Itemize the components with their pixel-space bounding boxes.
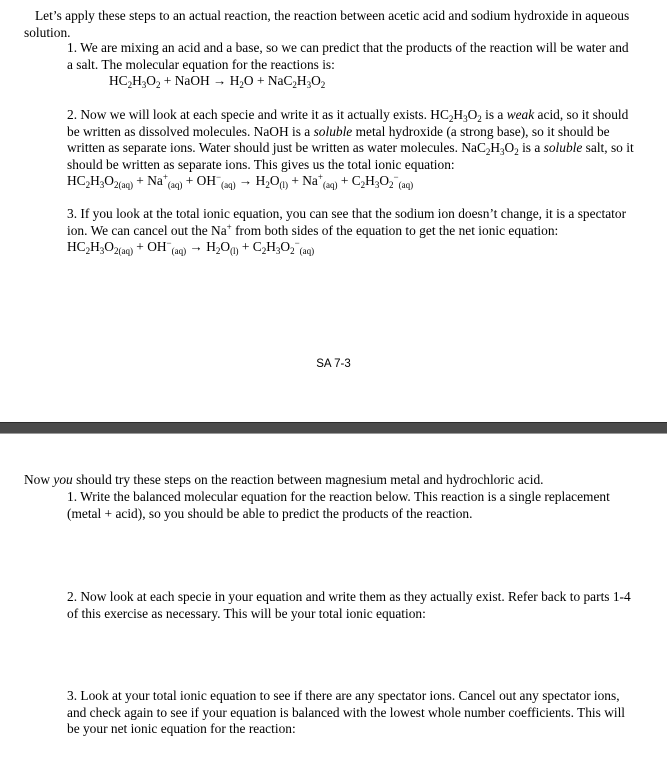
step-2-weak: weak xyxy=(506,107,535,122)
step-2-text-b: acid, so it should be written as dissolved molecules. NaOH is a xyxy=(67,107,629,139)
step-1-text: 1. We are mixing an acid and a base, so we can predict that the products of the reaction will be water and a salt. The molecular equation for the reactions is: xyxy=(67,40,629,72)
molecular-equation: $HC_2H_3O_2$ + NaOH → $H_2O + NaC_2H_3O_2$ xyxy=(109,73,326,91)
intro-2-text-a: Now xyxy=(24,472,54,487)
step-2-soluble-2: soluble xyxy=(543,140,583,156)
step-2-text-d: salt, so it should be written as separate ions. This gives us the total ionic equation: xyxy=(67,140,634,172)
page-footer: SA 7-3 xyxy=(316,358,351,370)
step-3-text-a: 3. If you look at the total ionic equation, you can see that the sodium ion doesn’t change, it is a spectator ion. We can cancel out the Na xyxy=(67,206,627,238)
total-ionic-equation: $HC_2H_3O_{2(aq)} + Na^+_{(aq)} + OH^-_{(aq)} \to H_2O_{(l)} + Na^+_{(aq)} + C_2H_3O_2^-_{(aq)}$ xyxy=(67,172,414,191)
step-2-text-c: metal hydroxide (a strong base), so it should be written as separate ions. Water should just be written as water molecules. $NaC_2H_3O_2$ is a xyxy=(67,123,610,158)
intro-2-you: you xyxy=(53,472,73,487)
step-2 xyxy=(67,107,637,190)
step-1 xyxy=(67,40,637,90)
worksheet-page-2 xyxy=(0,434,667,767)
intro-2-paragraph xyxy=(24,472,654,489)
step-2-soluble-1: soluble xyxy=(313,123,353,139)
step-2-text-a: 2. Now we will look at each specie and write it as it actually exists. $HC_2H_3O_2$ is a xyxy=(67,107,507,124)
intro-2-text-b: should try these steps on the reaction between magnesium metal and hydrochloric acid. xyxy=(72,472,544,487)
practice-step-2: 2. Now look at each specie in your equation and write them as they actually exist. Refer back to parts 1-4 of this exercise as necessary. This will be your total ionic equation: xyxy=(67,589,631,621)
step-3: 3. If you look at the total ionic equation, you can see that the sodium ion doesn’t change, it is a spectator ion. We can cancel out the Na+ from both sides of the equation to get the net ionic $equation:HC_2H_3O_{2(aq)} + OH^-_{(aq)} \to H_2O_{(l)} + C_2H_3O_2^-_{(aq)}$ xyxy=(67,206,627,257)
step-3-text-b: from both sides of the equation to get the net ionic equation: xyxy=(231,222,559,238)
page-divider xyxy=(0,422,667,434)
practice-step-3: 3. Look at your total ionic equation to see if there are any spectator ions. Cancel out any spectator ions, and check again to see if your equation is balanced with the lowest whole number coefficients. This will be your net ionic equation for the reaction: xyxy=(67,688,626,737)
practice-step-1: 1. Write the balanced molecular equation for the reaction below. This reaction is a single replacement (metal + acid), so you should be able to predict the products of the reaction. xyxy=(67,489,610,521)
net-ionic-equation: $HC_2H_3O_{2(aq)} + OH^-_{(aq)} \to H_2O_{(l)} + C_2H_3O_2^-_{(aq)}$ xyxy=(67,238,315,257)
intro-paragraph: Let’s apply these steps to an actual reaction, the reaction between acetic acid and sodium hydroxide in aqueous solution. xyxy=(24,8,630,40)
